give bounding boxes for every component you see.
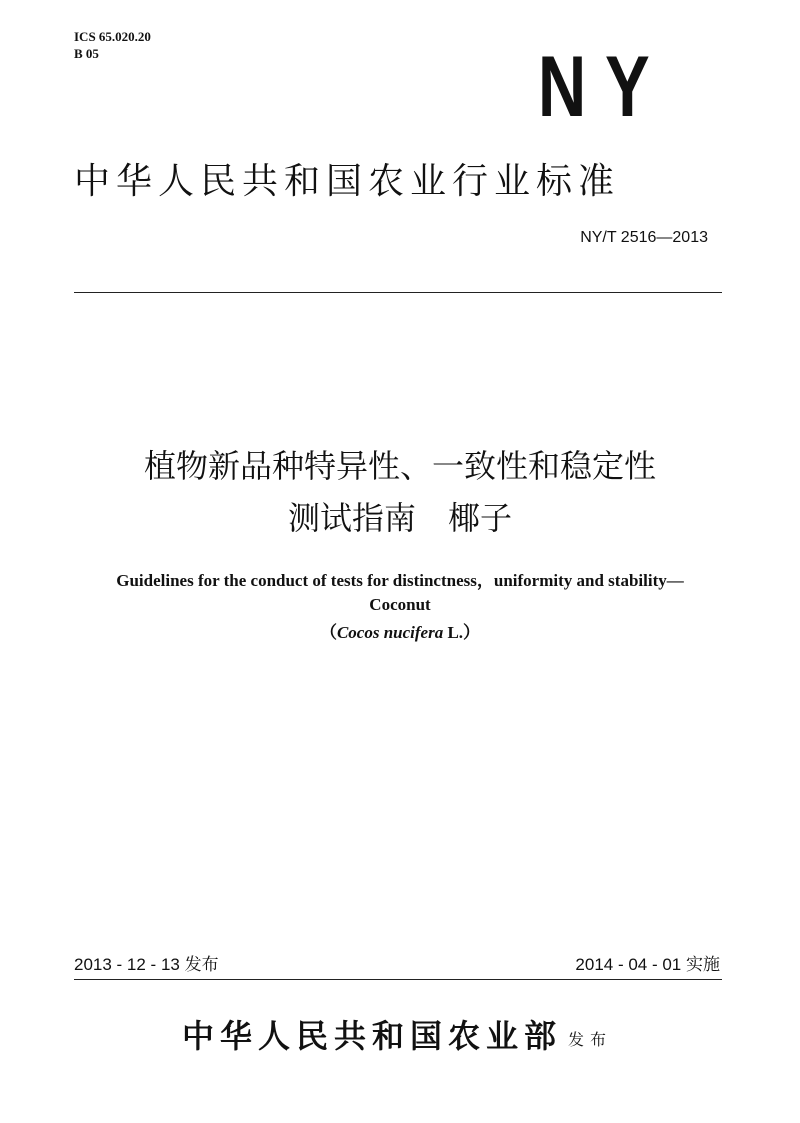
implement-date-block <box>575 954 720 976</box>
chinese-title-line-2: 测试指南 椰子 <box>287 499 512 537</box>
implement-date: 2014 - 04 - 01 <box>575 955 682 974</box>
species-name: Cocos nucifera <box>336 623 444 642</box>
chinese-title-line-1: 植物新品种特异性、一致性和稳定性 <box>143 447 656 485</box>
standard-number: NY/T 2516—2013 <box>580 229 708 246</box>
english-title-line-2: Coconut <box>369 595 431 614</box>
issue-date: 2013 - 12 - 13 <box>74 955 180 974</box>
top-divider <box>74 292 722 293</box>
ics-code: ICS 65.020.20 <box>74 29 151 44</box>
issue-label: 发布 <box>184 955 219 974</box>
ccs-code: B 05 <box>74 46 99 61</box>
english-title-line-1: Guidelines for the conduct of tests for distinctness，uniformity and stability— <box>116 571 684 590</box>
standard-category-title: 中华人民共和国农业行业标准 <box>74 161 621 202</box>
classification-codes <box>74 28 151 62</box>
issuer-suffix: 发布 <box>568 1030 613 1049</box>
species-suffix: L.） <box>443 623 481 642</box>
issuing-authority: 中华人民共和国农业部 <box>182 1017 563 1055</box>
ny-logo: NY <box>537 39 668 135</box>
english-title-line-3 <box>0 622 800 644</box>
issue-date-block <box>74 954 219 976</box>
implement-label: 实施 <box>686 955 720 974</box>
paren-open: （ <box>319 623 337 642</box>
bottom-divider <box>74 979 722 980</box>
